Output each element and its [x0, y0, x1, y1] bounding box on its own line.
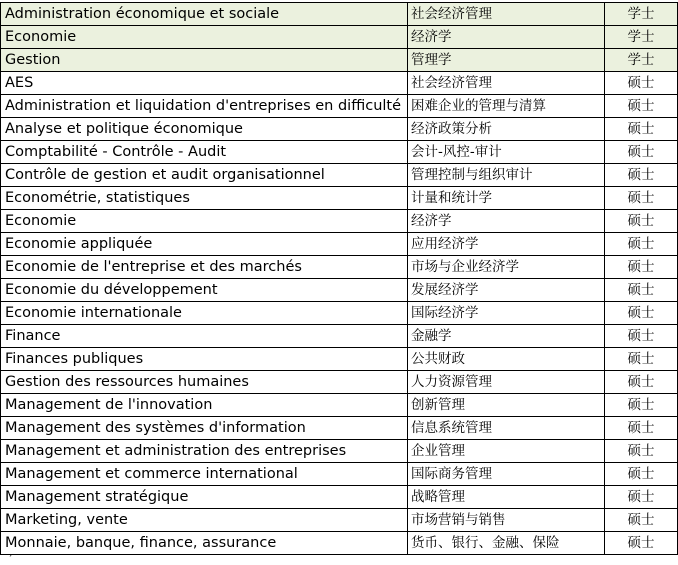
program-name-chinese: 管理控制与组织审计	[408, 164, 605, 187]
program-name-french: Economie appliquée	[1, 233, 408, 256]
program-name-french: Comptabilité - Contrôle - Audit	[1, 141, 408, 164]
program-table-body	[1, 3, 678, 555]
degree-level: 硕士	[605, 256, 678, 279]
table-row	[1, 256, 678, 279]
program-name-french: Gestion	[1, 49, 408, 72]
table-row	[1, 348, 678, 371]
degree-level: 硕士	[605, 187, 678, 210]
table-row	[1, 463, 678, 486]
program-name-french: Management de l'innovation	[1, 394, 408, 417]
table-row	[1, 3, 678, 26]
program-name-chinese: 管理学	[408, 49, 605, 72]
program-name-chinese: 应用经济学	[408, 233, 605, 256]
program-name-french: Finance	[1, 325, 408, 348]
table-row	[1, 279, 678, 302]
program-name-chinese: 国际商务管理	[408, 463, 605, 486]
table-row	[1, 141, 678, 164]
program-name-chinese: 市场营销与销售	[408, 509, 605, 532]
program-name-french: Administration économique et sociale	[1, 3, 408, 26]
table-row	[1, 532, 678, 555]
program-name-chinese: 经济政策分析	[408, 118, 605, 141]
degree-level: 硕士	[605, 348, 678, 371]
program-name-chinese: 战略管理	[408, 486, 605, 509]
table-row	[1, 302, 678, 325]
table-row	[1, 394, 678, 417]
table-row	[1, 417, 678, 440]
degree-level: 硕士	[605, 417, 678, 440]
program-name-french: Gestion des ressources humaines	[1, 371, 408, 394]
degree-level: 硕士	[605, 463, 678, 486]
degree-level: 硕士	[605, 509, 678, 532]
program-name-chinese: 社会经济管理	[408, 72, 605, 95]
degree-level: 硕士	[605, 233, 678, 256]
degree-level: 硕士	[605, 164, 678, 187]
degree-level: 硕士	[605, 141, 678, 164]
table-row	[1, 187, 678, 210]
program-name-chinese: 企业管理	[408, 440, 605, 463]
degree-level: 学士	[605, 3, 678, 26]
program-name-chinese: 社会经济管理	[408, 3, 605, 26]
program-name-chinese: 市场与企业经济学	[408, 256, 605, 279]
degree-level: 硕士	[605, 486, 678, 509]
program-name-french: Economie de l'entreprise et des marchés	[1, 256, 408, 279]
table-row	[1, 49, 678, 72]
table-row	[1, 210, 678, 233]
degree-level: 硕士	[605, 210, 678, 233]
degree-level: 硕士	[605, 72, 678, 95]
program-name-french: Monnaie, banque, finance, assurance	[1, 532, 408, 555]
program-name-french: Econométrie, statistiques	[1, 187, 408, 210]
program-name-french: Administration et liquidation d'entreprises en difficulté	[1, 95, 408, 118]
program-name-french: Analyse et politique économique	[1, 118, 408, 141]
degree-level: 学士	[605, 49, 678, 72]
degree-level: 硕士	[605, 325, 678, 348]
table-row	[1, 72, 678, 95]
program-name-french: Economie internationale	[1, 302, 408, 325]
table-row	[1, 509, 678, 532]
degree-level: 硕士	[605, 118, 678, 141]
program-name-chinese: 公共财政	[408, 348, 605, 371]
table-row	[1, 95, 678, 118]
table-row	[1, 233, 678, 256]
degree-level: 硕士	[605, 302, 678, 325]
program-name-french: Management et administration des entreprises	[1, 440, 408, 463]
program-name-chinese: 会计-风控-审计	[408, 141, 605, 164]
degree-level: 学士	[605, 26, 678, 49]
degree-level: 硕士	[605, 95, 678, 118]
degree-level: 硕士	[605, 440, 678, 463]
degree-level: 硕士	[605, 279, 678, 302]
program-name-french: Contrôle de gestion et audit organisationnel	[1, 164, 408, 187]
program-name-chinese: 经济学	[408, 210, 605, 233]
degree-level: 硕士	[605, 532, 678, 555]
table-row	[1, 486, 678, 509]
program-name-french: Marketing, vente	[1, 509, 408, 532]
program-name-chinese: 金融学	[408, 325, 605, 348]
program-name-french: Economie	[1, 26, 408, 49]
table-row	[1, 26, 678, 49]
program-name-chinese: 发展经济学	[408, 279, 605, 302]
program-name-chinese: 货币、银行、金融、保险	[408, 532, 605, 555]
table-row	[1, 118, 678, 141]
program-name-chinese: 计量和统计学	[408, 187, 605, 210]
table-row	[1, 371, 678, 394]
program-name-french: Economie	[1, 210, 408, 233]
program-name-chinese: 国际经济学	[408, 302, 605, 325]
program-name-chinese: 人力资源管理	[408, 371, 605, 394]
program-name-french: Management stratégique	[1, 486, 408, 509]
program-name-french: Management des systèmes d'information	[1, 417, 408, 440]
program-name-chinese: 创新管理	[408, 394, 605, 417]
cut-off-row-fragment: ´	[8, 555, 13, 565]
table-row	[1, 440, 678, 463]
program-table	[0, 2, 678, 555]
degree-level: 硕士	[605, 371, 678, 394]
degree-level: 硕士	[605, 394, 678, 417]
program-name-french: Finances publiques	[1, 348, 408, 371]
table-row	[1, 164, 678, 187]
program-name-chinese: 经济学	[408, 26, 605, 49]
program-name-french: Economie du développement	[1, 279, 408, 302]
program-name-chinese: 信息系统管理	[408, 417, 605, 440]
program-name-chinese: 困难企业的管理与清算	[408, 95, 605, 118]
program-name-french: AES	[1, 72, 408, 95]
table-row	[1, 325, 678, 348]
program-name-french: Management et commerce international	[1, 463, 408, 486]
